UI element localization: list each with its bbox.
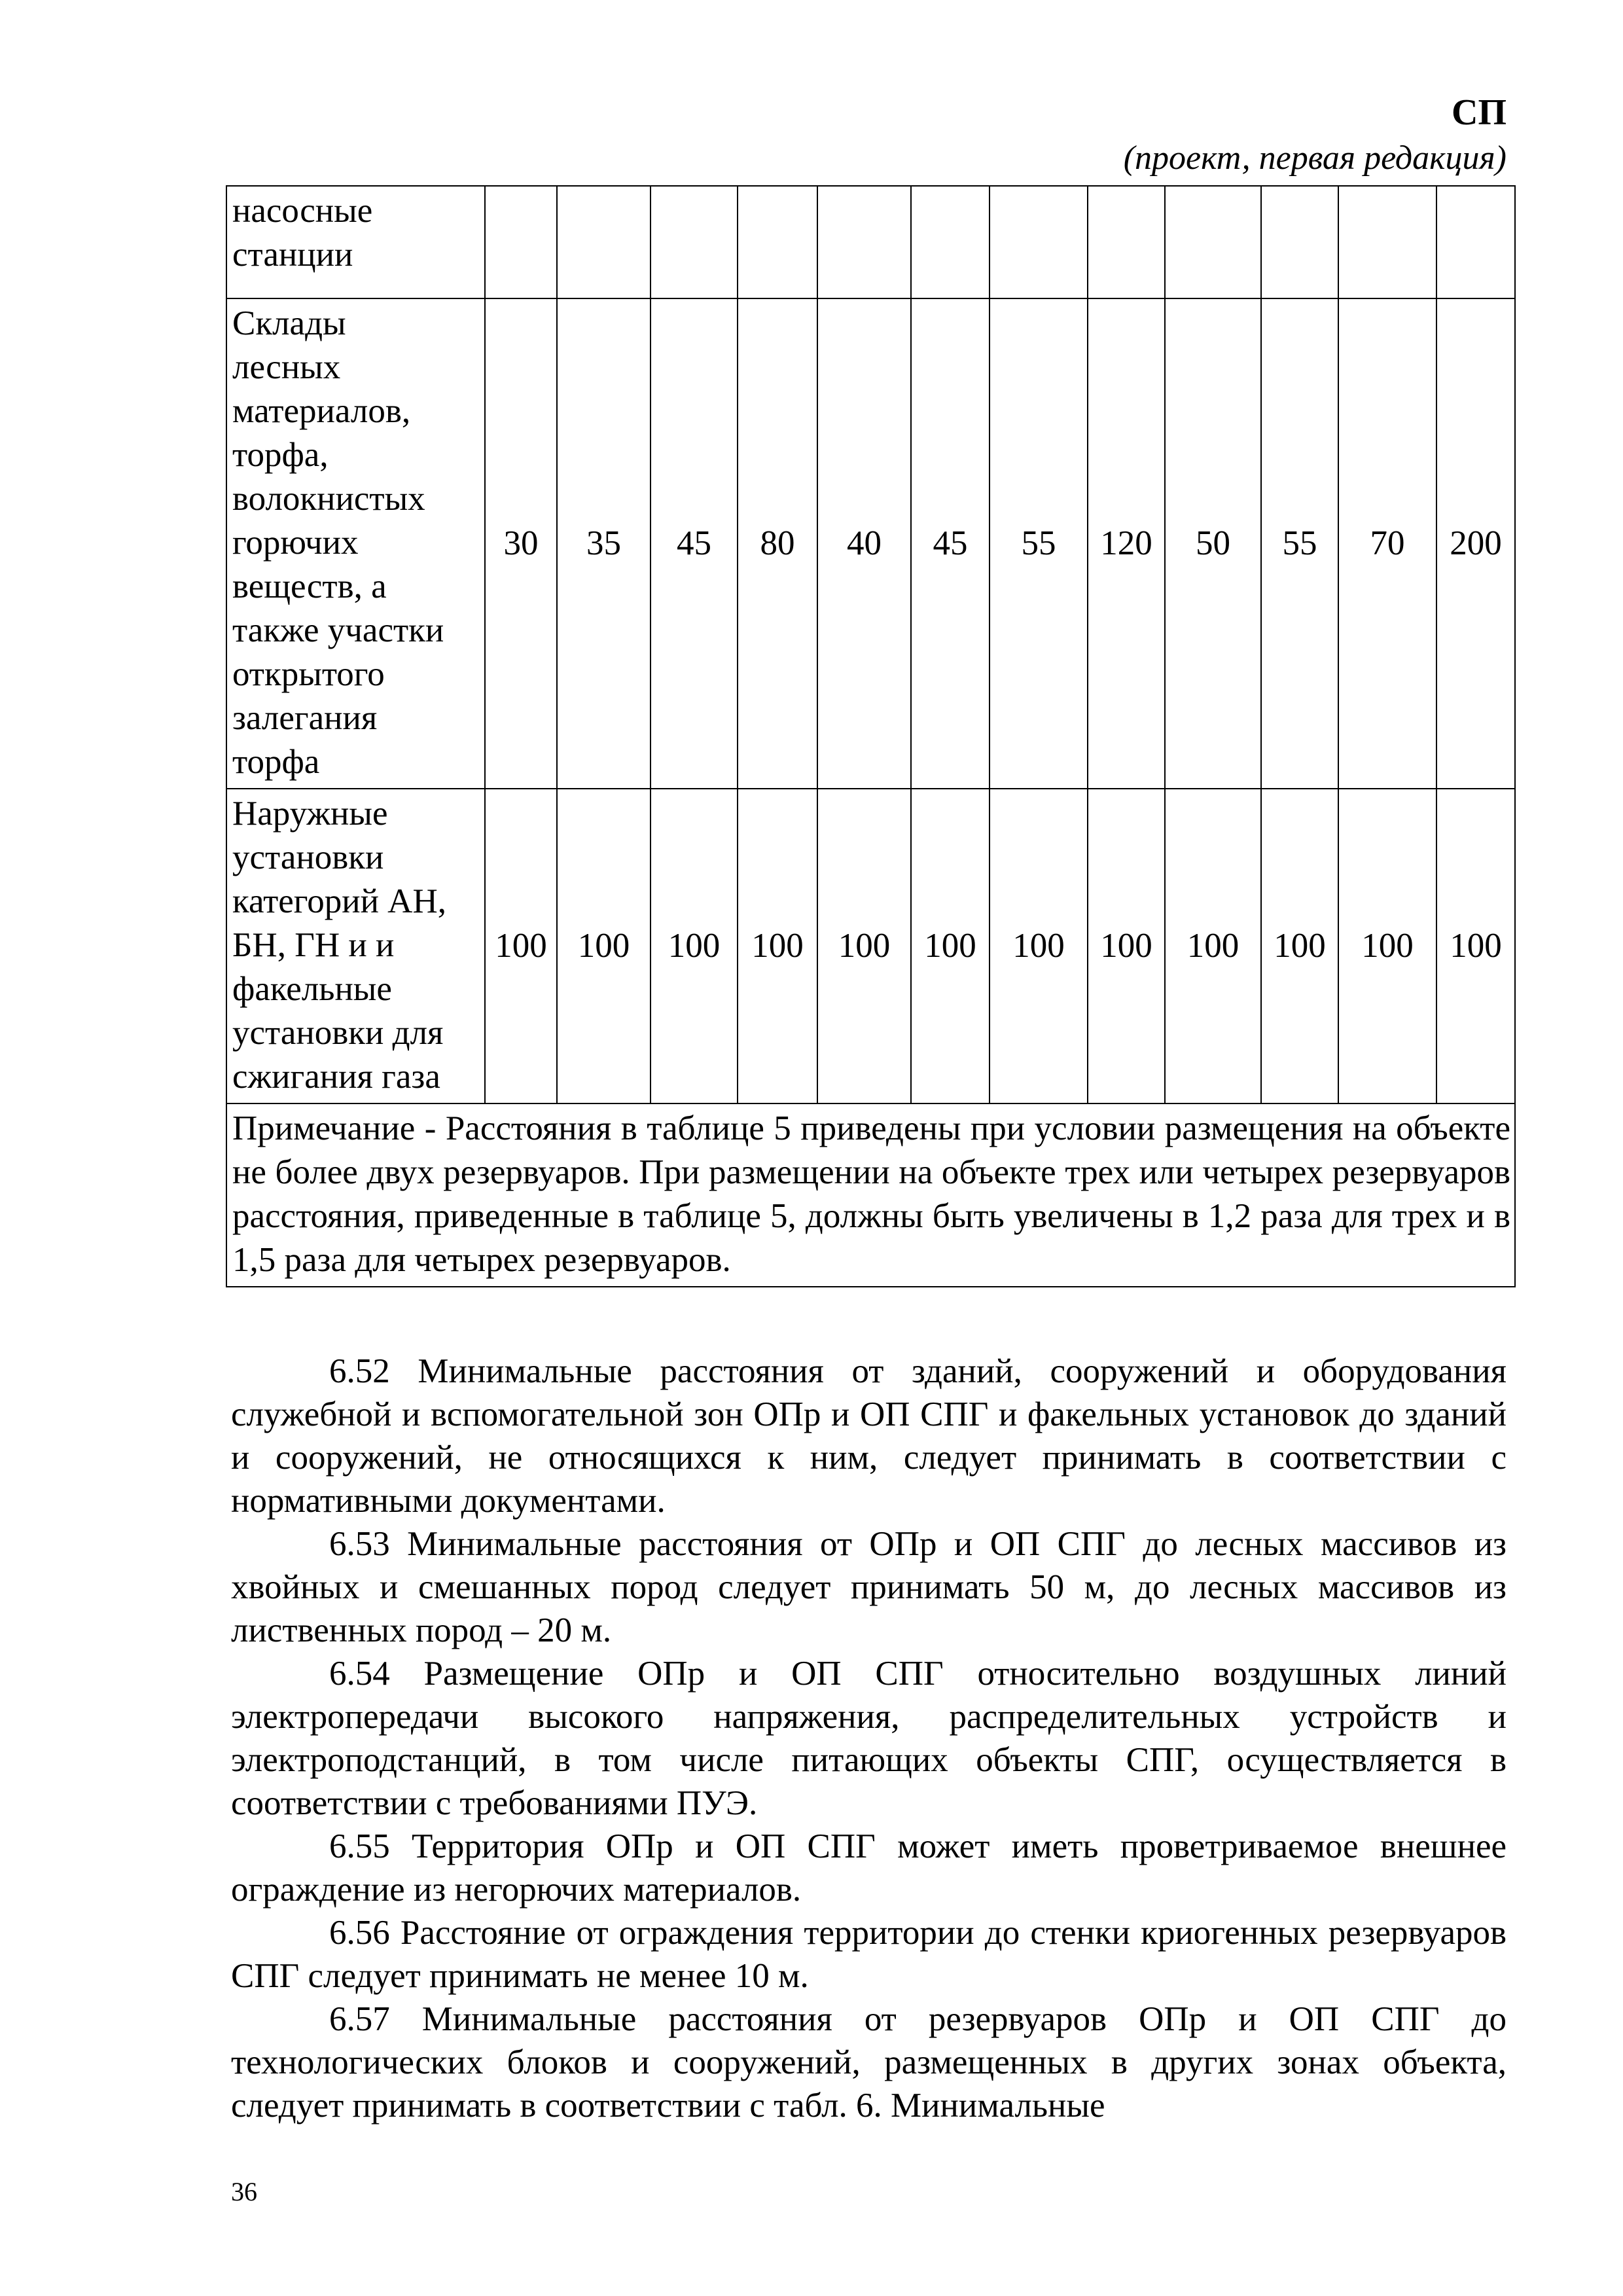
row-label-line: волокнистых xyxy=(232,480,425,518)
table-cell: 100 xyxy=(651,789,738,1103)
table-cell xyxy=(1165,186,1261,298)
table-cell: 55 xyxy=(990,298,1088,789)
row-label-line: залегания xyxy=(232,699,378,737)
table-cell: 100 xyxy=(1436,789,1515,1103)
body-text xyxy=(231,1350,1507,2127)
distance-table xyxy=(226,185,1516,1287)
table-note: Примечание - Расстояния в таблице 5 приведены при условии размещения на объекте не более двух резервуаров. При размещении на объекте трех или четырех резервуаров расстояния, приведенные в таблице 5, должны быть увеличены в 1,2 раза для трех и в 1,5 раза для четырех резервуаров. xyxy=(226,1103,1515,1287)
row-label-line: лесных xyxy=(232,348,341,386)
table-cell xyxy=(1436,186,1515,298)
table-cell: 100 xyxy=(1261,789,1338,1103)
row-label xyxy=(226,789,485,1103)
table-cell: 40 xyxy=(817,298,911,789)
document-edition: (проект, первая редакция) xyxy=(1123,139,1507,177)
row-label-line: также участки xyxy=(232,611,444,649)
row-label-line: установки xyxy=(232,838,384,876)
table-cell: 120 xyxy=(1088,298,1165,789)
paragraph-6-52: 6.52 Минимальные расстояния от зданий, сооружений и оборудования служебной и вспомогательной зон ОПр и ОП СПГ и факельных установок до зданий и сооружений, не относящихся к ним, следует принимать в соответствии с нормативными документами. xyxy=(231,1352,1507,1520)
table-cell xyxy=(485,186,557,298)
table-cell: 100 xyxy=(990,789,1088,1103)
table-cell xyxy=(651,186,738,298)
table-cell: 100 xyxy=(1338,789,1436,1103)
table-cell xyxy=(738,186,817,298)
table-cell: 200 xyxy=(1436,298,1515,789)
row-label-line: категорий АН, xyxy=(232,882,446,920)
paragraph-6-53: 6.53 Минимальные расстояния от ОПр и ОП СПГ до лесных массивов из хвойных и смешанных пород следует принимать 50 м, до лесных массивов из лиственных пород – 20 м. xyxy=(231,1525,1507,1649)
row-label-line: торфа, xyxy=(232,436,329,474)
paragraph-6-55: 6.55 Территория ОПр и ОП СПГ может иметь проветриваемое внешнее ограждение из негорючих материалов. xyxy=(231,1827,1507,1909)
document-code: СП xyxy=(1452,92,1507,133)
table-cell xyxy=(1338,186,1436,298)
paragraph-6-54: 6.54 Размещение ОПр и ОП СПГ относительно воздушных линий электропередачи высокого напряжения, распределительных устройств и электроподстанций, в том числе питающих объекты СПГ, осуществляется в соответствии с требованиями ПУЭ. xyxy=(231,1655,1507,1822)
table-cell xyxy=(911,186,990,298)
row-label-line: БН, ГН и и xyxy=(232,926,395,964)
paragraph-6-57: 6.57 Минимальные расстояния от резервуаров ОПр и ОП СПГ до технологических блоков и сооружений, размещенных в других зонах объекта, следует принимать в соответствии с табл. 6. Минимальные xyxy=(231,2000,1507,2125)
table-cell: 45 xyxy=(651,298,738,789)
table-cell: 100 xyxy=(738,789,817,1103)
paragraph-6-56: 6.56 Расстояние от ограждения территории до стенки криогенных резервуаров СПГ следует принимать не менее 10 м. xyxy=(231,1914,1507,1995)
row-label-line: станции xyxy=(232,236,353,274)
row-label-line: открытого xyxy=(232,655,385,693)
table-cell: 55 xyxy=(1261,298,1338,789)
row-label xyxy=(226,186,485,298)
table-cell: 100 xyxy=(817,789,911,1103)
table-cell: 100 xyxy=(557,789,651,1103)
row-label-line: материалов, xyxy=(232,392,411,430)
table-row xyxy=(226,186,1515,298)
row-label-line: факельные xyxy=(232,970,392,1008)
table-cell: 45 xyxy=(911,298,990,789)
row-label-line: установки для xyxy=(232,1014,444,1052)
row-label-line: торфа xyxy=(232,743,320,781)
table-cell xyxy=(1261,186,1338,298)
row-label-line: Наружные xyxy=(232,795,388,833)
table-cell xyxy=(557,186,651,298)
table-row xyxy=(226,298,1515,789)
table-cell: 100 xyxy=(1165,789,1261,1103)
row-label-line: горючих xyxy=(232,524,359,562)
table-cell: 30 xyxy=(485,298,557,789)
table-cell: 80 xyxy=(738,298,817,789)
table-cell: 50 xyxy=(1165,298,1261,789)
row-label-line: веществ, а xyxy=(232,567,387,605)
table-cell xyxy=(817,186,911,298)
row-label-line: насосные xyxy=(232,192,373,230)
page-number: 36 xyxy=(231,2177,257,2206)
table-cell: 100 xyxy=(485,789,557,1103)
table-cell: 35 xyxy=(557,298,651,789)
row-label-line: сжигания газа xyxy=(232,1058,440,1096)
table-cell xyxy=(990,186,1088,298)
row-label-line: Склады xyxy=(232,304,346,342)
table-cell: 100 xyxy=(911,789,990,1103)
table-cell xyxy=(1088,186,1165,298)
table-cell: 100 xyxy=(1088,789,1165,1103)
table-cell: 70 xyxy=(1338,298,1436,789)
table-row xyxy=(226,789,1515,1103)
row-label xyxy=(226,298,485,789)
